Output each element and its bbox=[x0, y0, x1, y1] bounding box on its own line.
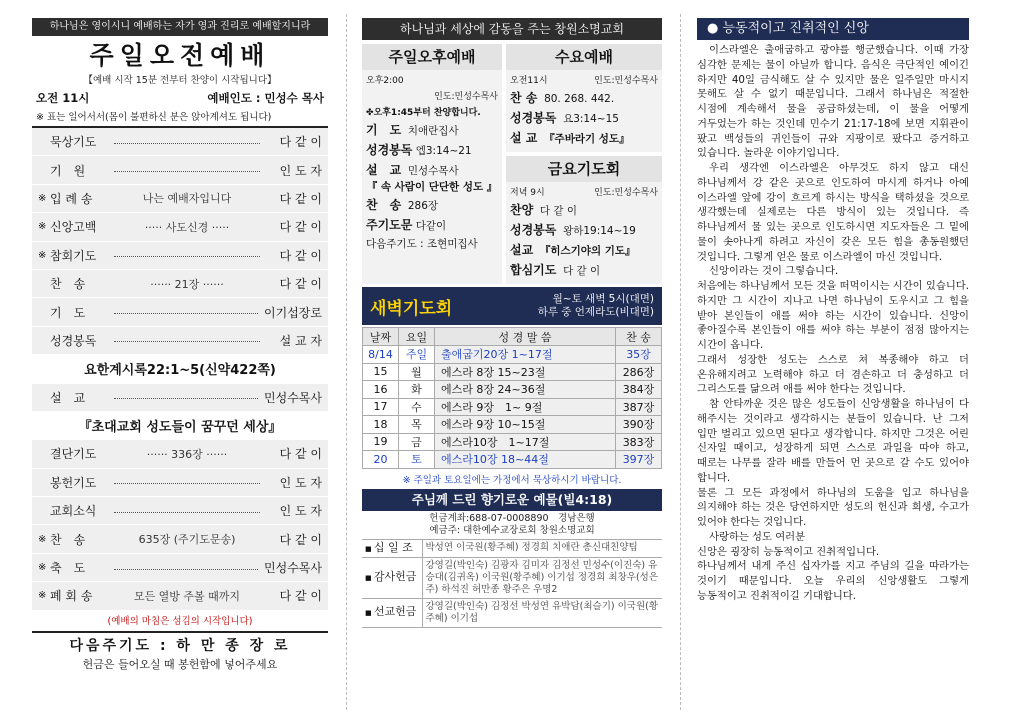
order-item-name: 봉헌기도 bbox=[50, 475, 97, 490]
table-row bbox=[363, 433, 662, 451]
table-cell-hymn: 286장 bbox=[616, 363, 662, 381]
pm-sermon-title: 『 속 사람이 단단한 성도 』 bbox=[366, 181, 498, 193]
dawn-prayer-title: 새벽기도회 bbox=[370, 298, 453, 319]
article-paragraph: 사랑하는 성도 여러분 bbox=[709, 530, 806, 543]
order-item-name: 찬 송 bbox=[50, 277, 86, 292]
order-item-detail: ······ 336장 ······ bbox=[146, 447, 228, 461]
standing-note: ※ 표는 일어서서(몸이 불편하신 분은 앉아계셔도 됩니다) bbox=[32, 109, 328, 128]
article-paragraph: 처음에는 하나님께서 모든 것을 떠먹이시는 시간이 있습니다. 하지만 그 시간이 지나고 나면 하나님이 도우시고 그 힘을 받아 본인들이 애를 써야 하는 시간이 있습니다. 신앙이 좋아질수록 본인들이 애를 써야 하는 부분이 점점 많아지는 시간이 옵니다. bbox=[697, 280, 969, 351]
order-item-detail: 635장 (주기도문송) bbox=[138, 533, 236, 547]
order-item-name: 입 례 송 bbox=[50, 191, 93, 206]
order-item-detail: 모든 열방 주볼 때까지 bbox=[133, 589, 241, 603]
order-row bbox=[32, 242, 328, 270]
table-cell-hymn: 387장 bbox=[616, 398, 662, 416]
order-item-who: 다 같 이 bbox=[279, 277, 322, 292]
pm-reading: 성경봉독 엡3:14~21 bbox=[366, 143, 472, 157]
fri-praise: 찬양 다 같 이 bbox=[510, 203, 577, 217]
closing-note: (예배의 마침은 섬김의 시작입니다) bbox=[107, 615, 253, 627]
order-item-who: 다 같 이 bbox=[279, 589, 322, 604]
order-item-mark: ※ bbox=[38, 533, 47, 545]
order-item-name: 신앙고백 bbox=[50, 220, 97, 235]
article-paragraph: 물론 그 모든 과정에서 하나님의 도움을 입고 하나님을 의지해야 하는 것은 당연하지만 성도의 헌신과 희생, 수고가 있어야 한다는 것입니다. bbox=[697, 486, 969, 528]
offering-type bbox=[362, 539, 422, 557]
offering-names: 박성연 이국원(황주혜) 정경희 치애란 총신대친양팀 bbox=[422, 539, 662, 557]
table-cell-date: 16 bbox=[363, 381, 399, 399]
account-holder: 예금주: 대한예수교장로회 창원소명교회 bbox=[429, 524, 595, 536]
table-cell-day: 금 bbox=[399, 433, 435, 451]
table-cell-day: 주일 bbox=[399, 346, 435, 364]
order-item-mark: ※ bbox=[38, 590, 47, 602]
worship-info bbox=[32, 90, 328, 106]
friday-title: 금요기도회 bbox=[506, 156, 662, 182]
table-row bbox=[363, 416, 662, 434]
leader-dots bbox=[114, 166, 260, 172]
order-row bbox=[32, 298, 328, 326]
table-row bbox=[363, 363, 662, 381]
order-item-who: 다 같 이 bbox=[279, 447, 322, 462]
article-paragraph: 이스라엘은 출애굽하고 광야를 행군했습니다. 이때 가장 심각한 문제는 물이 아닐까 합니다. 음식은 극단적인 예이긴 하지만 40일 금식해도 살 수 있지만 물은 일주일만 마시지 못해도 살 수 없기 때문입니다. 그래서 하나님은 적절한 시점에 계속해서 물을 공급하셨는데, 이 물을 어떻게 거두었는가 하는 것인데 민수기 21:17-18에 보면 지휘관이 팠고 백성들의 귀인들이 규와 지팡이로 팠다고 증거하고 있습니다. 놀라운 이야기입니다. bbox=[697, 44, 969, 160]
leader-dots bbox=[114, 478, 260, 484]
account-number: 헌금계좌:688-07-0008890 경남은행 bbox=[429, 512, 595, 524]
table-cell-hymn: 397장 bbox=[616, 451, 662, 469]
offering-banner: 주님께 드린 향기로운 예물(빌4:18) bbox=[362, 489, 662, 511]
table-cell-passage: 에스라10장 1~17절 bbox=[435, 433, 616, 451]
order-item-mark: ※ bbox=[38, 192, 47, 204]
order-item-name: 폐 회 송 bbox=[50, 589, 93, 604]
order-item-who: 다 같 이 bbox=[279, 191, 322, 206]
table-cell-day: 수 bbox=[399, 398, 435, 416]
order-row bbox=[32, 497, 328, 525]
pm-hymn: 찬 송 286장 bbox=[366, 198, 439, 212]
table-cell-passage: 에스라 8장 15~23절 bbox=[435, 363, 616, 381]
col-header-date: 날짜 bbox=[363, 328, 399, 346]
services-grid bbox=[362, 44, 662, 284]
bullet-icon: ■ bbox=[365, 609, 374, 617]
worship-time: 오전 11시 bbox=[36, 91, 90, 105]
offering-type-label: 감사헌금 bbox=[373, 570, 417, 583]
order-row bbox=[32, 327, 328, 355]
order-item-mark: ※ bbox=[38, 221, 47, 233]
order-row bbox=[32, 554, 328, 582]
order-row bbox=[32, 185, 328, 213]
table-row bbox=[363, 346, 662, 364]
wed-leader: 인도:민성수목사 bbox=[594, 76, 658, 86]
wednesday-title: 수요예배 bbox=[506, 44, 662, 70]
order-row bbox=[32, 213, 328, 241]
wed-time: 오전11시 bbox=[510, 76, 548, 86]
table-row bbox=[363, 398, 662, 416]
table-cell-hymn: 384장 bbox=[616, 381, 662, 399]
wed-reading: 성경봉독 요3:14~15 bbox=[510, 111, 619, 125]
order-item-detail: 나는 예배자입니다 bbox=[142, 192, 232, 206]
offering-type-label: 십 일 조 bbox=[373, 540, 413, 554]
fri-leader: 인도:민성수목사 bbox=[594, 188, 658, 198]
fri-sermon: 설교 『히스기야의 기도』 bbox=[510, 243, 636, 257]
leader-dots bbox=[114, 251, 260, 257]
wednesday-box bbox=[506, 44, 662, 152]
article-paragraph: 참 안타까운 것은 많은 성도들이 신앙생활을 하나님이 다 해주시는 것이라고 생각하시는 분들이 있습니다. 난 그저 입만 벌리고 있으면 된다고 생각합니다. 하지만 그것은 어린 신자일 때이고, 성장하게 되면 스스로 과일을 따야 하고, 때로는 나무를 잘라 배를 만들어 먼 곳으로 갈 수도 있어야 합니다. bbox=[697, 398, 969, 484]
fri-prayer: 합심기도 다 같 이 bbox=[510, 263, 601, 277]
table-cell-hymn: 35장 bbox=[616, 346, 662, 364]
offering-row bbox=[362, 557, 662, 598]
article-paragraph: 그래서 성장한 성도는 스스로 쳐 복종해야 하고 더 온유해지려고 노력해야 하고 더 겸손하고 더 충성하고 더 그리스도를 닮으려 애를 써야 한다는 것입니다. bbox=[697, 353, 969, 396]
order-item-who: 다 같 이 bbox=[279, 220, 322, 235]
table-cell-date: 8/14 bbox=[363, 346, 399, 364]
order-item-detail: ····· 사도신경 ····· bbox=[144, 220, 230, 234]
offering-type bbox=[362, 557, 422, 598]
order-item-name: 기 원 bbox=[50, 163, 86, 178]
table-row bbox=[363, 451, 662, 469]
order-item-name: 설 교 bbox=[50, 390, 86, 405]
order-item-name: 기 도 bbox=[50, 305, 86, 320]
dawn-prayer-table bbox=[362, 327, 662, 469]
col-header-hymn: 찬 송 bbox=[616, 328, 662, 346]
worship-leader: 예배인도 : 민성수 목사 bbox=[207, 91, 324, 105]
verse-banner: 하나님은 영이시니 예배하는 자가 영과 진리로 예배할지니라 bbox=[32, 18, 328, 36]
col-header-passage: 성 경 말 씀 bbox=[435, 328, 616, 346]
offering-type-label: 선교헌금 bbox=[373, 605, 417, 618]
offering-names: 강영길(박인숙) 김광자 김미자 김정선 민성수(이진숙) 유승대(김귀옥) 이국원(황주혜) 이기섭 정경희 최창우(성은주) 하석진 허만종 황주은 우명2 bbox=[422, 557, 662, 598]
order-item-name: 묵상기도 bbox=[50, 135, 97, 150]
sunday-morning-worship-column bbox=[32, 18, 328, 708]
leader-dots bbox=[114, 308, 258, 314]
order-item-mark: ※ bbox=[38, 562, 47, 574]
scripture-reference bbox=[32, 355, 328, 383]
order-row bbox=[32, 582, 328, 610]
table-cell-passage: 에스라 9장 1~ 9절 bbox=[435, 398, 616, 416]
article-paragraph: 우리 생각엔 이스라엘은 아무것도 하지 않고 대신 하나님께서 강 같은 곳으로 인도하여 마시게 하거나 아예 이스라엘 앞에 강이 흐르게 하시는 방식을 택하셨을 것으로 생각했는데 실제로는 다른 방식이 있는 것입니다. 즉 하나님께서 물 있는 곳으로 인도하시면 지도자들은 그 밑에 물이 솟아나게 하려고 자신이 갖은 모든 힘을 총동원했던 것입니다. 그렇게 얻은 물로 이스라엘이 마신 것입니다. bbox=[697, 162, 969, 263]
table-cell-passage: 에스라10장 18~44절 bbox=[435, 451, 616, 469]
dawn-schedule-online: 하루 중 언제라도(비대면) bbox=[537, 306, 654, 318]
wed-hymn: 찬 송 80. 268. 442. bbox=[510, 91, 615, 105]
table-cell-day: 월 bbox=[399, 363, 435, 381]
order-item-who: 다 같 이 bbox=[279, 532, 322, 547]
order-item-who: 인 도 자 bbox=[279, 475, 322, 490]
offering-names: 강영길(박인숙) 김정선 박성연 유박담(최슬기) 이국원(황주혜) 이기섭 bbox=[422, 598, 662, 627]
order-item-name: 찬 송 bbox=[50, 532, 86, 547]
dawn-prayer-banner bbox=[362, 287, 662, 325]
table-cell-date: 15 bbox=[363, 363, 399, 381]
order-row bbox=[32, 128, 328, 156]
sermon-title bbox=[32, 412, 328, 440]
order-row bbox=[32, 469, 328, 497]
worship-start-note: 【예배 시작 15분 전부터 찬양이 시작됩니다】 bbox=[83, 75, 277, 86]
wed-sermon: 설 교 『주바라기 성도』 bbox=[510, 131, 630, 145]
order-row-sermon bbox=[32, 384, 328, 412]
fri-time: 저녁 9시 bbox=[510, 188, 545, 198]
table-header-row bbox=[363, 328, 662, 346]
order-of-worship bbox=[32, 128, 328, 355]
order-item-name: 결단기도 bbox=[50, 447, 97, 462]
pm-time: 오후2:00 bbox=[366, 76, 404, 86]
table-cell-passage: 에스라 9장 10~15절 bbox=[435, 416, 616, 434]
pm-next-prayer: 다음주기도 : 조현미집사 bbox=[366, 238, 478, 250]
offering-type bbox=[362, 598, 422, 627]
order-item-who: 인 도 자 bbox=[279, 504, 322, 519]
order-item-who: 민성수목사 bbox=[264, 561, 322, 576]
sermon-title-text: 『초대교회 성도들이 꿈꾸던 세상』 bbox=[78, 420, 282, 436]
offering-row bbox=[362, 598, 662, 627]
leader-dots bbox=[114, 564, 258, 570]
offering-table bbox=[362, 539, 662, 628]
table-cell-passage: 에스라 8장 24~36절 bbox=[435, 381, 616, 399]
table-cell-date: 19 bbox=[363, 433, 399, 451]
leader-dots bbox=[114, 507, 260, 513]
order-item-detail: ······ 21장 ······ bbox=[150, 277, 224, 291]
table-cell-day: 토 bbox=[399, 451, 435, 469]
order-row bbox=[32, 440, 328, 468]
order-of-worship-after-sermon bbox=[32, 440, 328, 610]
table-cell-hymn: 383장 bbox=[616, 433, 662, 451]
fri-reading: 성경봉독 왕하19:14~19 bbox=[510, 223, 636, 237]
leader-dots bbox=[114, 336, 260, 342]
leader-dots bbox=[114, 138, 260, 144]
column-article bbox=[697, 18, 969, 708]
table-cell-date: 18 bbox=[363, 416, 399, 434]
bullet-icon: ■ bbox=[365, 574, 374, 582]
table-cell-date: 20 bbox=[363, 451, 399, 469]
pm-lords-prayer: 주기도문 다같이 bbox=[366, 218, 447, 232]
order-row bbox=[32, 270, 328, 298]
table-cell-day: 목 bbox=[399, 416, 435, 434]
dawn-schedule-in-person: 월~토 새벽 5시(대면) bbox=[552, 293, 654, 305]
table-cell-day: 화 bbox=[399, 381, 435, 399]
friday-box bbox=[506, 156, 662, 284]
sunday-afternoon-box bbox=[362, 44, 502, 284]
order-item-name: 축 도 bbox=[50, 561, 86, 576]
church-banner: 하나님과 세상에 감동을 주는 창원소명교회 bbox=[362, 18, 662, 40]
table-row bbox=[363, 381, 662, 399]
article-title: ● 능동적이고 진취적인 신앙 bbox=[697, 18, 969, 40]
pm-sermon: 설 교 민성수목사 bbox=[366, 163, 459, 177]
order-row bbox=[32, 156, 328, 184]
order-item-mark: ※ bbox=[38, 249, 47, 261]
order-item-name: 성경봉독 bbox=[50, 333, 97, 348]
article-paragraph: 하나님께서 내게 주신 십자가를 지고 주님의 길을 따라가는 것이기 때문입니다. 오늘 우리의 신앙생활도 그렇게 능동적이고 진취적이길 기대합니다. bbox=[697, 560, 969, 602]
table-cell-hymn: 390장 bbox=[616, 416, 662, 434]
pm-praise-note: ✤오후1:45부터 찬양합니다. bbox=[366, 108, 481, 118]
pm-leader: 인도:민성수목사 bbox=[434, 92, 498, 102]
order-item-who: 이기섭장로 bbox=[264, 305, 322, 320]
sunday-afternoon-title: 주일오후예배 bbox=[362, 44, 502, 70]
offering-note: 헌금은 들어오실 때 봉헌함에 넣어주세요 bbox=[82, 657, 278, 671]
column-separator bbox=[680, 14, 681, 710]
order-item-who: 인 도 자 bbox=[279, 163, 322, 178]
article-paragraph: 신앙은 굉장히 능동적이고 진취적입니다. bbox=[697, 545, 880, 558]
order-item-who: 다 같 이 bbox=[279, 248, 322, 263]
table-cell-date: 17 bbox=[363, 398, 399, 416]
page-title: 주일오전예배 bbox=[89, 41, 271, 70]
order-item-name: 교회소식 bbox=[50, 504, 97, 519]
order-item-who: 다 같 이 bbox=[279, 135, 322, 150]
table-cell-passage: 출애굽기20장 1~17절 bbox=[435, 346, 616, 364]
order-item-who: 설 교 자 bbox=[279, 333, 322, 348]
order-item-who: 민성수목사 bbox=[264, 390, 322, 405]
column-separator bbox=[346, 14, 347, 710]
scripture-text: 요한계시록22:1~5(신약422쪽) bbox=[84, 363, 276, 379]
next-week-prayer: 다음주기도 : 하 만 종 장 로 bbox=[32, 631, 328, 655]
order-item-name: 참회기도 bbox=[50, 248, 97, 263]
bullet-icon: ■ bbox=[365, 544, 374, 553]
services-column bbox=[362, 18, 662, 708]
article-body bbox=[697, 43, 969, 604]
pm-prayer: 기 도 치애란집사 bbox=[366, 123, 459, 137]
offering-row bbox=[362, 539, 662, 557]
col-header-day: 요일 bbox=[399, 328, 435, 346]
article-paragraph: 신앙이라는 것이 그렇습니다. bbox=[709, 265, 839, 278]
order-row bbox=[32, 525, 328, 553]
dawn-note: ※ 주일과 토요일에는 가정에서 묵상하시기 바랍니다. bbox=[402, 474, 622, 486]
